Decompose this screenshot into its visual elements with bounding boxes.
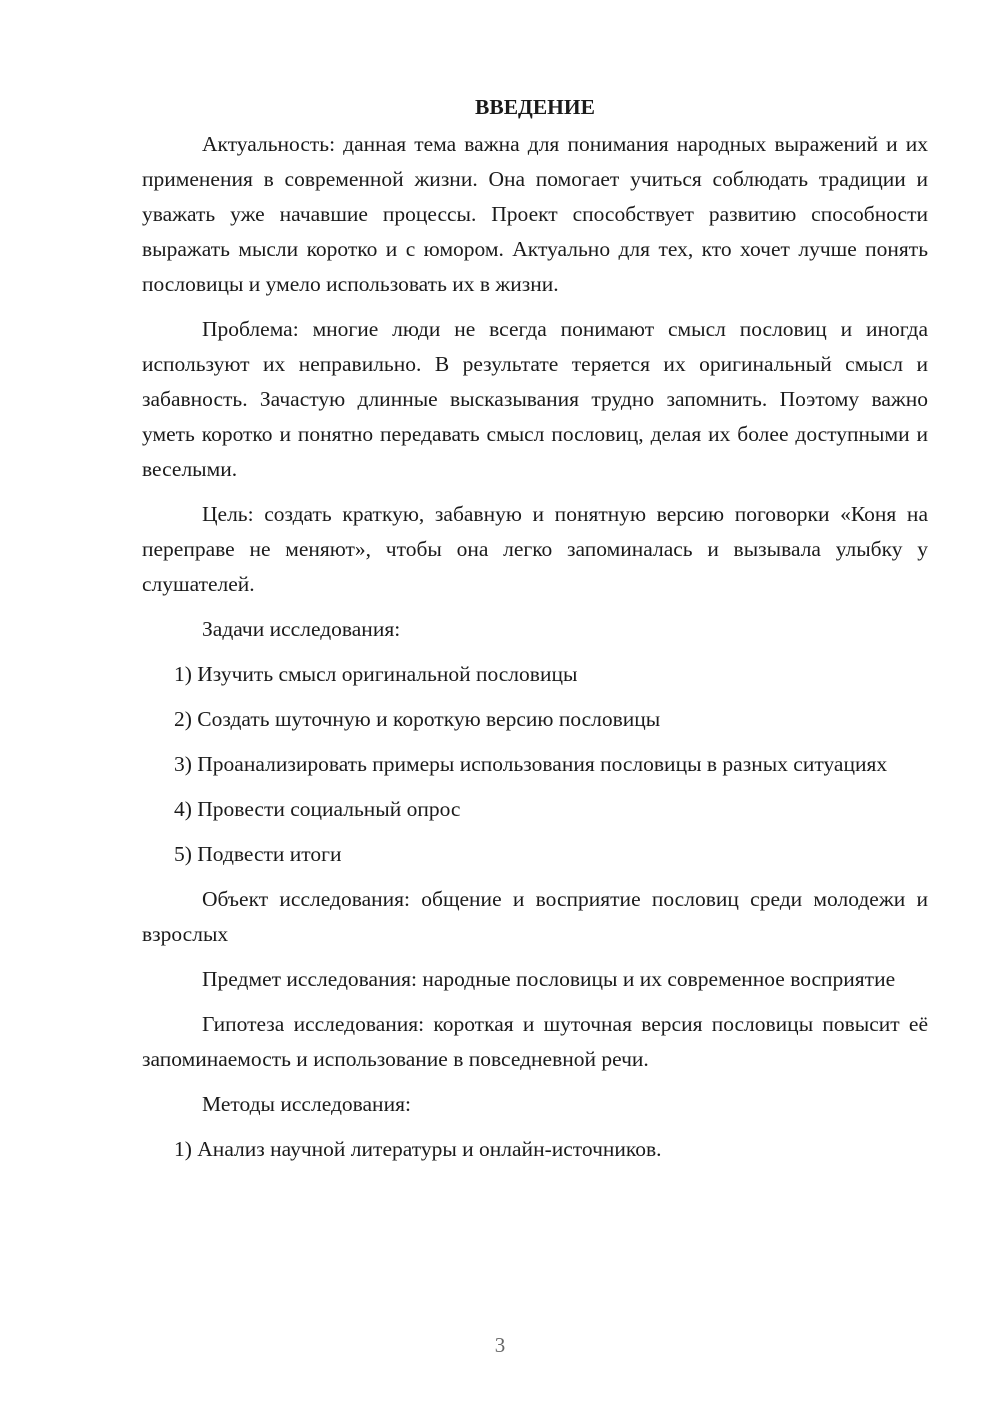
task-item: 2) Создать шуточную и короткую версию пословицы	[174, 707, 661, 731]
problem-paragraph: Проблема: многие люди не всегда понимают смысл пословиц и иногда используют их неправильно. В результате теряется их оригинальный смысл и забавность. Зачастую длинные высказывания трудно запомнить. Поэтому важно уметь коротко и понятно передавать смысл пословиц, делая их более доступными и веселыми.	[142, 317, 928, 481]
task-item: 3) Проанализировать примеры использования пословицы в разных ситуациях	[174, 752, 888, 776]
methods-title: Методы исследования:	[202, 1092, 411, 1116]
object-paragraph: Объект исследования: общение и восприятие пословиц среди молодежи и взрослых	[142, 887, 928, 946]
document-page	[142, 90, 928, 1177]
method-item: 1) Анализ научной литературы и онлайн-источников.	[174, 1137, 662, 1161]
goal-paragraph: Цель: создать краткую, забавную и понятную версию поговорки «Коня на переправе не меняют», чтобы она легко запоминалась и вызывала улыбку у слушателей.	[142, 502, 928, 596]
tasks-title: Задачи исследования:	[202, 617, 401, 641]
subject-paragraph: Предмет исследования: народные пословицы и их современное восприятие	[202, 967, 896, 991]
task-item: 4) Провести социальный опрос	[174, 797, 461, 821]
section-heading: ВВЕДЕНИЕ	[475, 95, 595, 119]
relevance-paragraph: Актуальность: данная тема важна для понимания народных выражений и их применения в современной жизни. Она помогает учиться соблюдать традиции и уважать уже начавшие процессы. Проект способствует развитию способности выражать мысли коротко и с юмором. Актуально для тех, кто хочет лучше понять пословицы и умело использовать их в жизни.	[142, 132, 928, 296]
task-item: 1) Изучить смысл оригинальной пословицы	[174, 662, 578, 686]
task-item: 5) Подвести итоги	[174, 842, 342, 866]
page-number: 3	[494, 1333, 506, 1357]
hypothesis-paragraph: Гипотеза исследования: короткая и шуточная версия пословицы повысит её запоминаемость и использование в повседневной речи.	[142, 1012, 928, 1071]
